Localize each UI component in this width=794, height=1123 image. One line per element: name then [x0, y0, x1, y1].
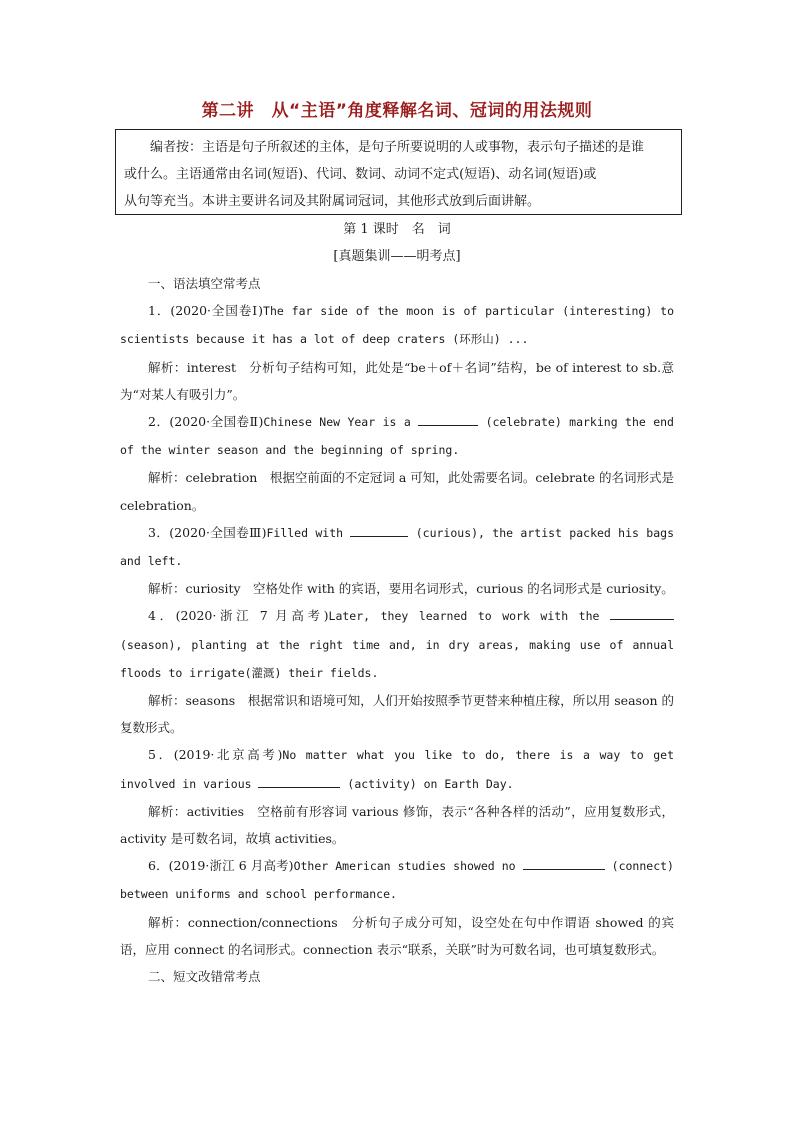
section-heading: 二、短文改错常考点 [148, 969, 261, 985]
question-source: 2．(2020·全国卷Ⅱ) [148, 414, 264, 430]
question-text: The far side of the moon is of particular (interesting) to scientists because it has a lot of deep craters (环形山) ... [120, 304, 674, 347]
question-text: (curious), the artist packed his bags and left. [120, 525, 674, 569]
answer-explanation: 解析：activities 空格前有形容词 various 修饰，表示“各种各样的活动”，应用复数形式，activity 是可数名词，故填 activities。 [120, 803, 674, 847]
question-text: Filled with [266, 525, 351, 540]
question-source: 6．(2019·浙江 6 月高考) [148, 858, 294, 874]
answer-explanation: 解析：curiosity 空格处作 with 的宾语，要用名词形式，curious 的名词形式是 curiosity。 [148, 581, 674, 597]
editor-note-line: 或什么。主语通常由名词(短语)、代词、数词、动词不定式(短语)、动名词(短语)或 [124, 167, 597, 182]
editor-note-box [115, 129, 682, 215]
question-text: (activity) on Earth Day. [340, 776, 514, 791]
question-source: 3．(2020·全国卷Ⅲ) [148, 524, 267, 540]
question-item [120, 852, 674, 908]
answer-explanation: 解析：seasons 根据常识和语境可知，人们开始按照季节更替来种植庄稼，所以用 season 的复数形式。 [120, 693, 674, 736]
answer-blank[interactable] [350, 524, 408, 537]
bracket-title: [真题集训——明考点] [333, 249, 461, 264]
question-item [120, 519, 674, 575]
section-heading: 一、语法填空常考点 [148, 276, 261, 291]
question-text: (connect) between uniforms and school performance. [120, 859, 674, 902]
question-text: No matter what you like to do, there is a way to get involved in various [120, 748, 674, 791]
editor-note-line: 编者按：主语是句子所叙述的主体，是句子所要说明的人或事物，表示句子描述的是谁 [150, 140, 645, 155]
question-text: (celebrate) marking the end of the winter season and the beginning of spring. [120, 415, 674, 458]
answer-blank[interactable] [258, 775, 340, 788]
question-text: (season), planting at the right time and, in dry areas, making use of annual floods to irrigate(灌溉) their fields. [120, 637, 674, 680]
question-text: Later, they learned to work with the [328, 609, 610, 624]
question-item [120, 297, 674, 353]
question-source: 1．(2020·全国卷Ⅰ) [148, 303, 264, 319]
answer-explanation: 解析：celebration 根据空前面的不定冠词 a 可知，此处需要名词。celebrate 的名词形式是 celebration。 [120, 470, 674, 513]
question-text: Chinese New Year is a [263, 415, 419, 430]
editor-note-line: 从句等充当。本讲主要讲名词及其附属词冠词，其他形式放到后面讲解。 [124, 194, 541, 209]
exercise-body [120, 270, 674, 990]
question-item [120, 741, 674, 797]
question-item [120, 602, 674, 687]
answer-blank[interactable] [610, 607, 674, 620]
page-title: 第二讲 从“主语”角度释解名词、冠词的用法规则 [201, 101, 593, 121]
answer-blank[interactable] [418, 413, 478, 426]
lesson-title: 第 1 课时 名 词 [343, 222, 451, 237]
question-item [120, 408, 674, 464]
question-source: 5．(2019·北京高考) [148, 747, 283, 763]
question-text: Other American studies showed no [293, 859, 523, 874]
answer-blank[interactable] [523, 857, 605, 870]
answer-explanation: 解析：connection/connections 分析句子成分可知，设空处在句中作谓语 showed 的宾语，应用 connect 的名词形式。connection 表示“联系，关联”时为可数名词，也可填复数形式。 [120, 914, 674, 957]
answer-explanation: 解析：interest 分析句子结构可知，此处是“be＋of＋名词”结构，be of interest to sb.意为“对某人有吸引力”。 [120, 359, 674, 402]
question-source: 4．(2020·浙江 7 月高考) [148, 608, 329, 624]
